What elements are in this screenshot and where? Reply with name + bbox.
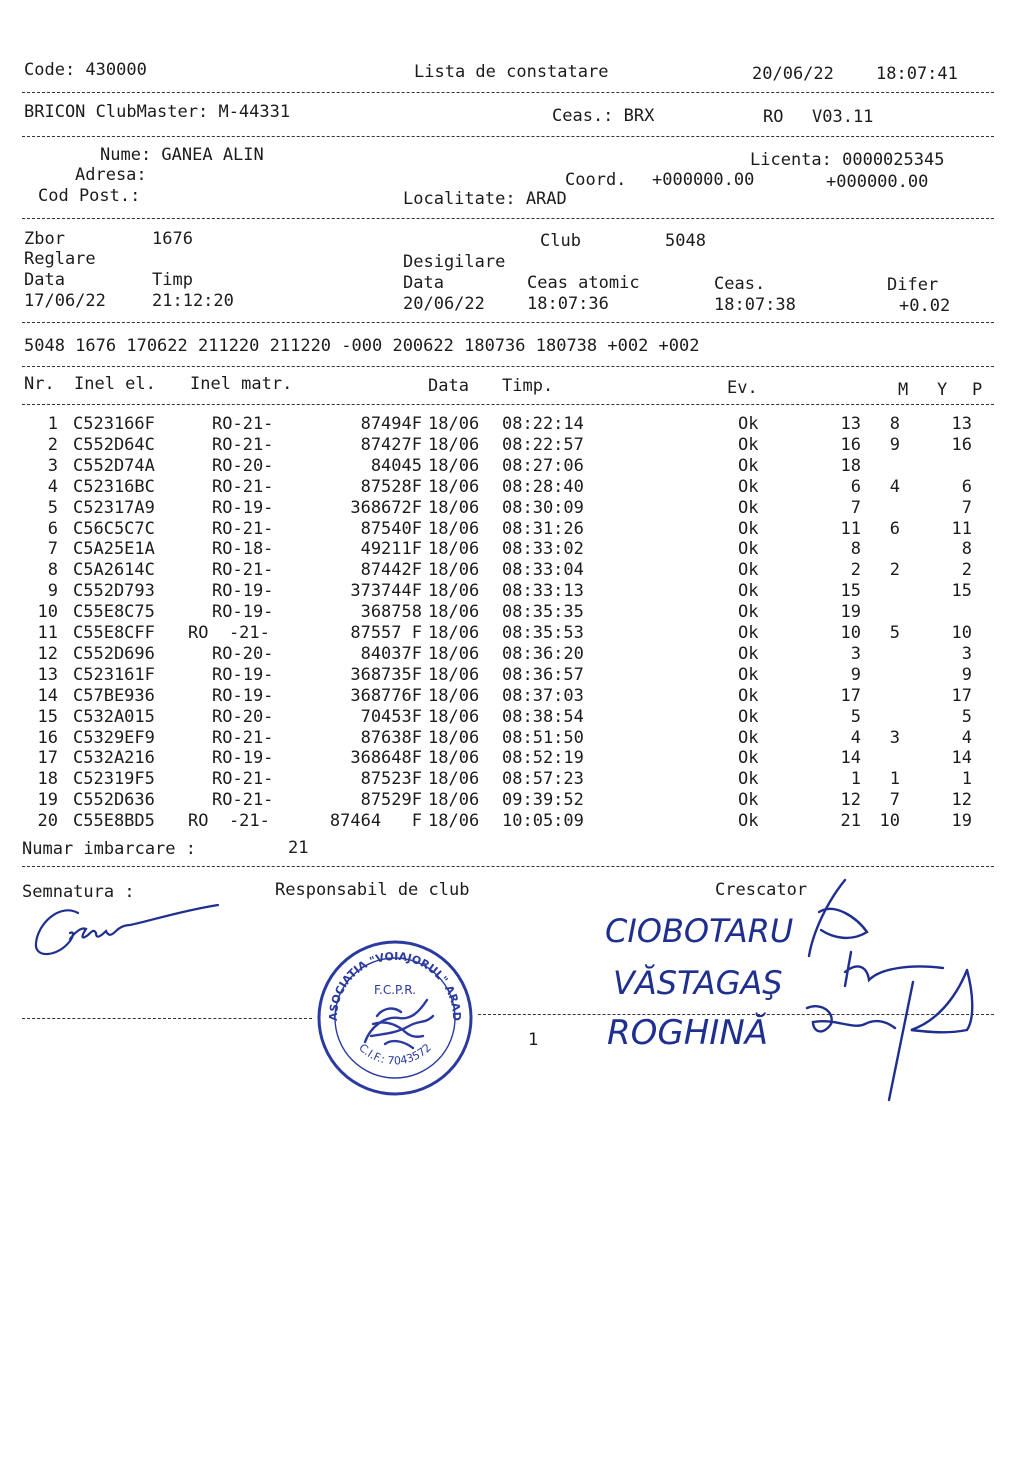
cell-m: 9 bbox=[850, 664, 861, 685]
cell-nr: 19 bbox=[37, 790, 58, 811]
cell-pref: RO-21- bbox=[212, 769, 274, 790]
signature-name-1: CIOBOTARU bbox=[605, 912, 794, 950]
cell-p: 12 bbox=[951, 790, 972, 811]
cell-pref: RO-20- bbox=[212, 706, 274, 727]
cell-matr: 368672F bbox=[350, 497, 422, 518]
cell-nr: 3 bbox=[47, 455, 58, 476]
cell-ev: Ok bbox=[738, 664, 759, 685]
cell-m: 17 bbox=[840, 685, 861, 706]
table-row bbox=[0, 519, 1024, 540]
cell-pref: RO-21- bbox=[212, 560, 274, 581]
cell-data: 18/06 bbox=[428, 769, 480, 790]
cell-pref: RO-21- bbox=[212, 518, 274, 539]
cell-matr: 84037F bbox=[360, 643, 422, 664]
column-header-inel-matr: Inel matr. bbox=[190, 374, 293, 394]
cell-inel: C552D74A bbox=[73, 455, 155, 476]
table-row bbox=[0, 707, 1024, 728]
stamp-center-text: F.C.P.R. bbox=[374, 983, 416, 997]
cell-p: 10 bbox=[951, 623, 972, 643]
cell-p: 15 bbox=[951, 581, 972, 602]
column-header-p: P bbox=[972, 380, 983, 400]
cell-matr: 373744F bbox=[350, 581, 422, 602]
cell-matr: 49211F bbox=[360, 539, 422, 560]
table-row bbox=[0, 581, 1024, 602]
cell-y: 2 bbox=[889, 560, 900, 581]
owner-name: Nume: GANEA ALIN bbox=[100, 145, 264, 165]
cell-timp: 08:31:26 bbox=[502, 518, 584, 539]
club-stamp bbox=[315, 938, 475, 1098]
cell-m: 13 bbox=[840, 414, 861, 434]
table-row bbox=[0, 665, 1024, 686]
cell-p: 9 bbox=[961, 664, 972, 685]
column-header-ev: Ev. bbox=[727, 378, 758, 398]
cell-m: 12 bbox=[840, 790, 861, 811]
signature-label: Semnatura : bbox=[22, 882, 135, 902]
cell-ev: Ok bbox=[738, 706, 759, 727]
separator bbox=[22, 218, 994, 219]
cell-pref: RO-21- bbox=[212, 414, 274, 434]
cell-m: 3 bbox=[850, 643, 861, 664]
cell-matr: 87529F bbox=[360, 790, 422, 811]
cell-matr: 84045 bbox=[370, 455, 422, 476]
cell-m: 19 bbox=[840, 602, 861, 623]
cell-p: 7 bbox=[961, 497, 972, 518]
cell-y: 9 bbox=[889, 434, 900, 455]
stamp-top-text: ASOCIATIA "VOIAJORUL" ARAD bbox=[326, 949, 464, 1022]
cell-data: 18/06 bbox=[428, 414, 480, 434]
table-row bbox=[0, 414, 1024, 435]
cell-matr: 70453F bbox=[360, 706, 422, 727]
cell-nr: 11 bbox=[37, 623, 58, 643]
column-header-timp: Timp. bbox=[502, 376, 554, 396]
signature-name-2: VĂSTAGAŞ bbox=[613, 964, 783, 1002]
cell-m: 18 bbox=[840, 455, 861, 476]
cell-ev: Ok bbox=[738, 455, 759, 476]
coord-y: +000000.00 bbox=[826, 172, 929, 192]
cell-p: 2 bbox=[961, 560, 972, 581]
unsealing-label: Desigilare bbox=[403, 252, 506, 272]
cell-inel: C5A2614C bbox=[73, 560, 155, 581]
cell-m: 21 bbox=[840, 811, 861, 832]
cell-y: 1 bbox=[889, 769, 900, 790]
cell-ev: Ok bbox=[738, 623, 759, 643]
cell-pref: RO-21- bbox=[212, 727, 274, 748]
cell-p: 13 bbox=[951, 414, 972, 434]
cell-inel: C5329EF9 bbox=[73, 727, 155, 748]
cell-timp: 08:36:20 bbox=[502, 643, 584, 664]
column-header-nr: Nr. bbox=[24, 374, 55, 394]
cell-pref: RO-19- bbox=[212, 748, 274, 769]
table-row bbox=[0, 790, 1024, 811]
clock-difference: +0.02 bbox=[899, 296, 951, 316]
cell-p: 4 bbox=[961, 727, 972, 748]
boarding-count-label: Numar imbarcare : bbox=[22, 839, 196, 859]
cell-nr: 15 bbox=[37, 706, 58, 727]
cell-p: 3 bbox=[961, 643, 972, 664]
cell-timp: 08:33:02 bbox=[502, 539, 584, 560]
column-header-data: Data bbox=[428, 376, 469, 396]
cell-y: 10 bbox=[879, 811, 900, 832]
cell-matr: 87427F bbox=[360, 434, 422, 455]
cell-ev: Ok bbox=[738, 602, 759, 623]
cell-nr: 13 bbox=[37, 664, 58, 685]
table-row bbox=[0, 748, 1024, 769]
cell-data: 18/06 bbox=[428, 811, 480, 832]
cell-timp: 08:28:40 bbox=[502, 476, 584, 497]
cell-pref: RO-21- bbox=[212, 476, 274, 497]
cell-y: 8 bbox=[889, 414, 900, 434]
cell-data: 18/06 bbox=[428, 748, 480, 769]
cell-pref: RO-19- bbox=[212, 497, 274, 518]
cell-nr: 4 bbox=[47, 476, 58, 497]
cell-timp: 09:39:52 bbox=[502, 790, 584, 811]
cell-p: 6 bbox=[961, 476, 972, 497]
cell-p: 5 bbox=[961, 706, 972, 727]
unsealing-date-label: Data bbox=[403, 273, 444, 293]
cell-data: 18/06 bbox=[428, 602, 480, 623]
cell-inel: C5A25E1A bbox=[73, 539, 155, 560]
cell-ev: Ok bbox=[738, 748, 759, 769]
cell-p: 14 bbox=[951, 748, 972, 769]
cell-m: 5 bbox=[850, 706, 861, 727]
cell-inel: C552D64C bbox=[73, 434, 155, 455]
cell-ev: Ok bbox=[738, 685, 759, 706]
document-title: Lista de constatare bbox=[414, 62, 609, 82]
cell-nr: 8 bbox=[47, 560, 58, 581]
cell-ev: Ok bbox=[738, 476, 759, 497]
club-responsible-label: Responsabil de club bbox=[275, 880, 470, 900]
cell-matr: 87464 F bbox=[329, 811, 422, 832]
cell-nr: 10 bbox=[37, 602, 58, 623]
version: V03.11 bbox=[812, 107, 874, 127]
summary-line: 5048 1676 170622 211220 211220 -000 200622 180736 180738 +002 +002 bbox=[24, 336, 700, 356]
table-row bbox=[0, 498, 1024, 519]
cell-timp: 08:33:13 bbox=[502, 581, 584, 602]
table-row bbox=[0, 623, 1024, 644]
cell-inel: C55E8CFF bbox=[73, 623, 155, 643]
cell-pref: RO-19- bbox=[212, 581, 274, 602]
cell-m: 14 bbox=[840, 748, 861, 769]
locality: Localitate: ARAD bbox=[403, 189, 567, 209]
cell-timp: 08:38:54 bbox=[502, 706, 584, 727]
cell-inel: C52317A9 bbox=[73, 497, 155, 518]
cell-data: 18/06 bbox=[428, 685, 480, 706]
signature-name-3: ROGHINĂ bbox=[607, 1013, 769, 1053]
setting-label: Reglare bbox=[24, 249, 96, 269]
breeder-signatures bbox=[595, 872, 995, 1107]
cell-data: 18/06 bbox=[428, 643, 480, 664]
cell-nr: 20 bbox=[37, 811, 58, 832]
cell-ev: Ok bbox=[738, 539, 759, 560]
cell-m: 1 bbox=[850, 769, 861, 790]
cell-timp: 08:30:09 bbox=[502, 497, 584, 518]
cell-timp: 08:52:19 bbox=[502, 748, 584, 769]
cell-timp: 08:33:04 bbox=[502, 560, 584, 581]
cell-matr: 87528F bbox=[360, 476, 422, 497]
cell-data: 18/06 bbox=[428, 623, 480, 643]
cell-ev: Ok bbox=[738, 727, 759, 748]
clock-time: 18:07:38 bbox=[714, 295, 796, 315]
table-row bbox=[0, 602, 1024, 623]
column-header-y: Y bbox=[937, 380, 948, 400]
cell-pref: RO-19- bbox=[212, 685, 274, 706]
cell-m: 2 bbox=[850, 560, 861, 581]
cell-data: 18/06 bbox=[428, 476, 480, 497]
cell-ev: Ok bbox=[738, 434, 759, 455]
cell-timp: 08:27:06 bbox=[502, 455, 584, 476]
setting-time: 21:12:20 bbox=[152, 291, 234, 311]
cell-p: 17 bbox=[951, 685, 972, 706]
cell-ev: Ok bbox=[738, 497, 759, 518]
table-row bbox=[0, 769, 1024, 790]
cell-m: 11 bbox=[840, 518, 861, 539]
club-label: Club bbox=[540, 231, 581, 251]
separator bbox=[22, 322, 994, 323]
boarding-count: 21 bbox=[288, 838, 309, 858]
cell-p: 1 bbox=[961, 769, 972, 790]
cell-inel: C523166F bbox=[73, 414, 155, 434]
document-code: Code: 430000 bbox=[24, 60, 147, 80]
cell-pref: RO-20- bbox=[212, 643, 274, 664]
cell-ev: Ok bbox=[738, 414, 759, 434]
software-name: BRICON ClubMaster: M-44331 bbox=[24, 102, 291, 122]
cell-pref: RO -21- bbox=[188, 623, 270, 643]
clock-label: Ceas. bbox=[714, 274, 766, 294]
cell-timp: 08:36:57 bbox=[502, 664, 584, 685]
separator bbox=[22, 1018, 312, 1019]
cell-ev: Ok bbox=[738, 769, 759, 790]
cell-pref: RO-19- bbox=[212, 664, 274, 685]
cell-nr: 17 bbox=[37, 748, 58, 769]
cell-data: 18/06 bbox=[428, 790, 480, 811]
column-header-inel-el: Inel el. bbox=[74, 374, 156, 394]
cell-ev: Ok bbox=[738, 643, 759, 664]
cell-nr: 14 bbox=[37, 685, 58, 706]
cell-inel: C532A216 bbox=[73, 748, 155, 769]
table-row bbox=[0, 728, 1024, 749]
cell-y: 5 bbox=[889, 623, 900, 643]
cell-nr: 16 bbox=[37, 727, 58, 748]
table-row bbox=[0, 456, 1024, 477]
cell-inel: C52319F5 bbox=[73, 769, 155, 790]
difference-label: Difer bbox=[887, 275, 939, 295]
cell-timp: 08:22:14 bbox=[502, 414, 584, 434]
cell-timp: 08:51:50 bbox=[502, 727, 584, 748]
cell-m: 16 bbox=[840, 434, 861, 455]
owner-postcode: Cod Post.: bbox=[38, 186, 141, 206]
cell-p: 19 bbox=[951, 811, 972, 832]
cell-p: 16 bbox=[951, 434, 972, 455]
cell-ev: Ok bbox=[738, 560, 759, 581]
separator bbox=[22, 866, 994, 867]
cell-matr: 87442F bbox=[360, 560, 422, 581]
flight-label: Zbor bbox=[24, 229, 65, 249]
breeder-label: Crescator bbox=[715, 880, 808, 900]
setting-date: 17/06/22 bbox=[24, 291, 106, 311]
cell-matr: 368735F bbox=[350, 664, 422, 685]
separator bbox=[22, 136, 994, 137]
cell-pref: RO-18- bbox=[212, 539, 274, 560]
coord-x: +000000.00 bbox=[652, 170, 755, 190]
table-row bbox=[0, 686, 1024, 707]
cell-y: 3 bbox=[889, 727, 900, 748]
cell-nr: 12 bbox=[37, 643, 58, 664]
pigeon-icon bbox=[365, 1000, 433, 1048]
cell-m: 10 bbox=[840, 623, 861, 643]
separator bbox=[22, 92, 994, 93]
cell-timp: 10:05:09 bbox=[502, 811, 584, 832]
cell-timp: 08:22:57 bbox=[502, 434, 584, 455]
cell-y: 6 bbox=[889, 518, 900, 539]
cell-inel: C552D636 bbox=[73, 790, 155, 811]
unsealing-date: 20/06/22 bbox=[403, 294, 485, 314]
column-header-m: M bbox=[898, 380, 909, 400]
table-row bbox=[0, 539, 1024, 560]
cell-matr: 87523F bbox=[360, 769, 422, 790]
cell-ev: Ok bbox=[738, 811, 759, 832]
cell-nr: 18 bbox=[37, 769, 58, 790]
separator bbox=[22, 404, 994, 405]
table-row bbox=[0, 644, 1024, 665]
cell-nr: 6 bbox=[47, 518, 58, 539]
country-code: RO bbox=[763, 107, 784, 127]
cell-data: 18/06 bbox=[428, 727, 480, 748]
owner-address: Adresa: bbox=[75, 165, 147, 185]
clock-type: Ceas.: BRX bbox=[552, 106, 655, 126]
cell-nr: 5 bbox=[47, 497, 58, 518]
cell-y: 4 bbox=[889, 476, 900, 497]
cell-matr: 368648F bbox=[350, 748, 422, 769]
print-time: 18:07:41 bbox=[876, 64, 958, 84]
setting-time-label: Timp bbox=[152, 270, 193, 290]
cell-inel: C532A015 bbox=[73, 706, 155, 727]
cell-data: 18/06 bbox=[428, 706, 480, 727]
cell-matr: 87557 F bbox=[350, 623, 422, 643]
cell-ev: Ok bbox=[738, 581, 759, 602]
cell-m: 15 bbox=[840, 581, 861, 602]
cell-y: 7 bbox=[889, 790, 900, 811]
cell-inel: C52316BC bbox=[73, 476, 155, 497]
cell-p: 11 bbox=[951, 518, 972, 539]
flight-number: 1676 bbox=[152, 229, 193, 249]
cell-inel: C552D793 bbox=[73, 581, 155, 602]
cell-data: 18/06 bbox=[428, 434, 480, 455]
cell-pref: RO-21- bbox=[212, 434, 274, 455]
table-row bbox=[0, 435, 1024, 456]
cell-nr: 2 bbox=[47, 434, 58, 455]
table-row bbox=[0, 560, 1024, 581]
cell-inel: C57BE936 bbox=[73, 685, 155, 706]
cell-timp: 08:37:03 bbox=[502, 685, 584, 706]
cell-inel: C523161F bbox=[73, 664, 155, 685]
coord-label: Coord. bbox=[565, 170, 627, 190]
cell-data: 18/06 bbox=[428, 518, 480, 539]
cell-data: 18/06 bbox=[428, 664, 480, 685]
cell-timp: 08:57:23 bbox=[502, 769, 584, 790]
atomic-clock-time: 18:07:36 bbox=[527, 294, 609, 314]
cell-nr: 7 bbox=[47, 539, 58, 560]
cell-nr: 1 bbox=[47, 414, 58, 434]
cell-data: 18/06 bbox=[428, 560, 480, 581]
print-date: 20/06/22 bbox=[752, 64, 834, 84]
cell-matr: 87540F bbox=[360, 518, 422, 539]
cell-data: 18/06 bbox=[428, 581, 480, 602]
table-row bbox=[0, 477, 1024, 498]
cell-ev: Ok bbox=[738, 790, 759, 811]
cell-pref: RO -21- bbox=[188, 811, 270, 832]
cell-matr: 87638F bbox=[360, 727, 422, 748]
cell-inel: C55E8C75 bbox=[73, 602, 155, 623]
cell-inel: C56C5C7C bbox=[73, 518, 155, 539]
club-number: 5048 bbox=[665, 231, 706, 251]
cell-p: 8 bbox=[961, 539, 972, 560]
cell-data: 18/06 bbox=[428, 539, 480, 560]
cell-ev: Ok bbox=[738, 518, 759, 539]
page-number: 1 bbox=[528, 1030, 539, 1050]
atomic-clock-label: Ceas atomic bbox=[527, 273, 640, 293]
cell-matr: 368758 bbox=[360, 602, 422, 623]
cell-inel: C552D696 bbox=[73, 643, 155, 664]
cell-matr: 87494F bbox=[360, 414, 422, 434]
cell-data: 18/06 bbox=[428, 455, 480, 476]
cell-m: 4 bbox=[850, 727, 861, 748]
cell-timp: 08:35:53 bbox=[502, 623, 584, 643]
stamp-bottom-text: C.I.F.: 7043572 bbox=[356, 1041, 434, 1068]
svg-text:C.I.F.: 7043572 bbox=[356, 1041, 434, 1067]
cell-matr: 368776F bbox=[350, 685, 422, 706]
cell-pref: RO-20- bbox=[212, 455, 274, 476]
license: Licenta: 0000025345 bbox=[750, 150, 945, 170]
table-row bbox=[0, 811, 1024, 832]
cell-m: 6 bbox=[850, 476, 861, 497]
separator bbox=[22, 366, 994, 367]
cell-nr: 9 bbox=[47, 581, 58, 602]
setting-date-label: Data bbox=[24, 270, 65, 290]
cell-pref: RO-21- bbox=[212, 790, 274, 811]
cell-timp: 08:35:35 bbox=[502, 602, 584, 623]
owner-signature bbox=[30, 895, 230, 970]
cell-inel: C55E8BD5 bbox=[73, 811, 155, 832]
cell-pref: RO-19- bbox=[212, 602, 274, 623]
cell-m: 7 bbox=[850, 497, 861, 518]
cell-m: 8 bbox=[850, 539, 861, 560]
cell-data: 18/06 bbox=[428, 497, 480, 518]
